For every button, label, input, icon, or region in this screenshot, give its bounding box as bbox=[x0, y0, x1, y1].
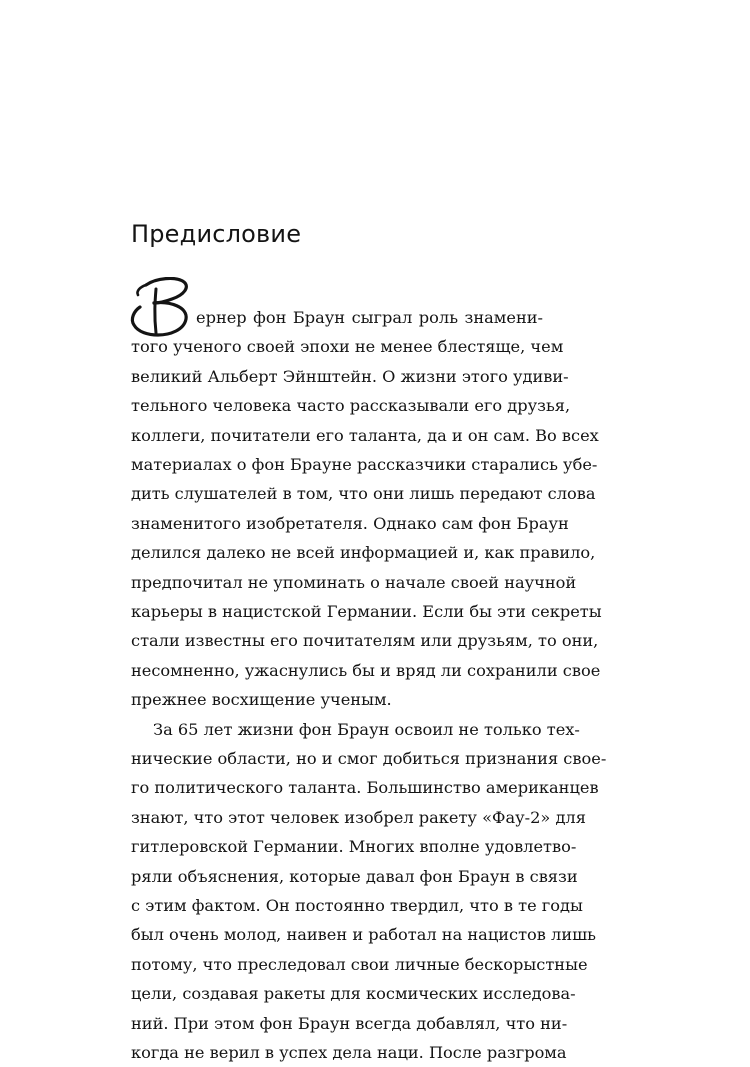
text-line: цели, создавая ракеты для космических исследова- bbox=[131, 984, 576, 1004]
text-line: материалах о фон Брауне рассказчики старались убе- bbox=[131, 455, 598, 474]
text-line: потому, что преследовал свои личные бескорыстные bbox=[131, 954, 588, 974]
text-line: гитлеровской Германии. Многих вполне удовлетво- bbox=[131, 837, 577, 857]
text-line: с этим фактом. Он постоянно твердил, что в те годы bbox=[131, 896, 583, 915]
text-line: того ученого своей эпохи не менее блестяще, чем bbox=[131, 337, 564, 357]
text-line: ряли объяснения, которые давал фон Браун в связи bbox=[131, 866, 578, 886]
text-line: ернер фон Браун сыграл роль знамени- bbox=[196, 308, 543, 327]
text-line: прежнее восхищение ученым. bbox=[131, 690, 392, 710]
text-line: тельного человека часто рассказывали его друзья, bbox=[131, 396, 571, 416]
text-line: знают, что этот человек изобрел ракету «Фау-2» для bbox=[131, 807, 586, 827]
text-line: знаменитого изобретателя. Однако сам фон Браун bbox=[131, 513, 569, 533]
text-line: несомненно, ужаснулись бы и вряд ли сохранили свое bbox=[131, 660, 601, 680]
text-line: предпочитал не упоминать о начале своей научной bbox=[131, 572, 577, 592]
text-line: ний. При этом фон Браун всегда добавлял, что ни- bbox=[131, 1013, 568, 1033]
text-line: карьеры в нацистской Германии. Если бы эти секреты bbox=[131, 602, 602, 621]
text-line: За 65 лет жизни фон Браун освоил не только тех- bbox=[153, 719, 580, 739]
text-line: коллеги, почитатели его таланта, да и он сам. Во всех bbox=[131, 425, 599, 445]
text-line: великий Альберт Эйнштейн. О жизни этого удиви- bbox=[131, 366, 569, 386]
dropcap-letter-v bbox=[126, 277, 192, 339]
text-line: был очень молод, наивен и работал на нацистов лишь bbox=[131, 925, 596, 945]
text-line: дить слушателей в том, что они лишь передают слова bbox=[131, 484, 596, 504]
text-line: стали известны его почитателям или друзьям, то они, bbox=[131, 631, 599, 651]
text-line: нические области, но и смог добиться признания свое- bbox=[131, 749, 607, 768]
text-line: го политического таланта. Большинство американцев bbox=[131, 778, 599, 798]
chapter-heading: Предисловие bbox=[131, 220, 302, 248]
text-line: делился далеко не всей информацией и, как правило, bbox=[131, 543, 596, 563]
text-line: когда не верил в успех дела наци. После разгрома bbox=[131, 1043, 567, 1062]
